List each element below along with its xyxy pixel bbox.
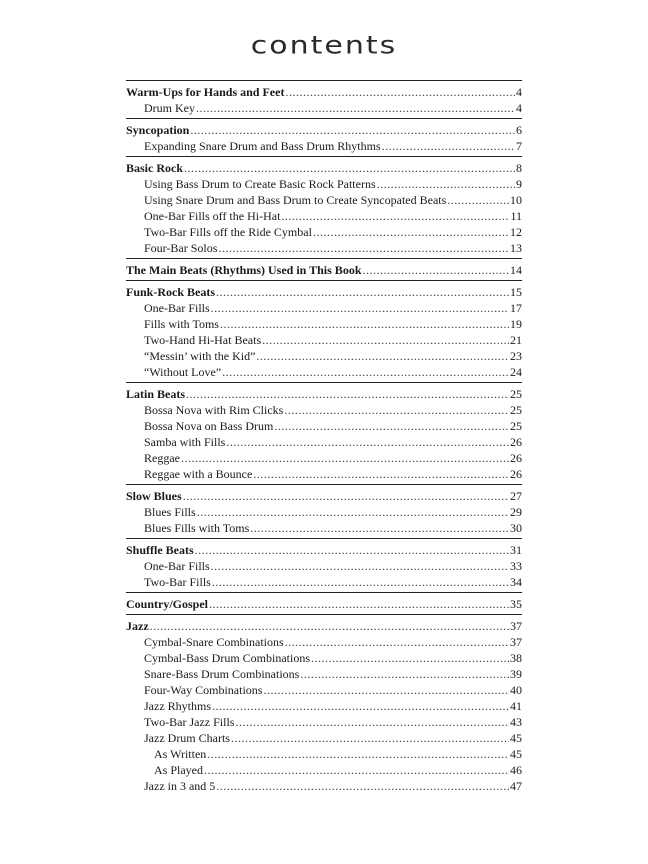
dot-leader <box>377 176 515 192</box>
toc-entry-title: Drum Key <box>144 101 195 115</box>
dot-leader <box>253 466 509 482</box>
toc-section-heading[interactable] <box>126 386 522 402</box>
toc-entry[interactable] <box>126 730 522 746</box>
toc-section-shuffle-beats <box>126 538 522 592</box>
dot-leader <box>274 418 509 434</box>
toc-entry-title: Jazz Rhythms <box>144 699 211 713</box>
toc-entry-title: Shuffle Beats <box>126 543 194 557</box>
toc-entry-title: One-Bar Fills <box>144 559 210 573</box>
dot-leader <box>216 284 509 300</box>
toc-entry[interactable] <box>126 666 522 682</box>
toc-entry[interactable] <box>126 746 522 762</box>
page-number: 30 <box>510 521 522 535</box>
dot-leader <box>222 364 509 380</box>
toc-entry-title: Two-Hand Hi-Hat Beats <box>144 333 262 347</box>
toc-section-heading[interactable] <box>126 160 522 176</box>
page-number: 15 <box>510 285 522 299</box>
toc-entry[interactable] <box>126 240 522 256</box>
toc-entry-title: The Main Beats (Rhythms) Used in This Book <box>126 263 362 277</box>
toc-section-heading[interactable] <box>126 618 522 634</box>
dot-leader <box>231 730 509 746</box>
dot-leader <box>285 634 509 650</box>
toc-entry[interactable] <box>126 450 522 466</box>
toc-entry-title: Basic Rock <box>126 161 183 175</box>
dot-leader <box>284 402 509 418</box>
page-number: 45 <box>510 731 522 745</box>
toc-entry-title: One-Bar Fills off the Hi-Hat <box>144 209 281 223</box>
toc-section-heading[interactable] <box>126 262 522 278</box>
dot-leader <box>256 348 509 364</box>
toc-entry[interactable] <box>126 682 522 698</box>
dot-leader <box>216 778 509 794</box>
toc-entry[interactable] <box>126 100 522 116</box>
page-number: 4 <box>516 85 522 99</box>
toc-entry[interactable] <box>126 714 522 730</box>
page-number: 43 <box>510 715 522 729</box>
dot-leader <box>209 596 509 612</box>
toc-entry-title: Two-Bar Fills off the Ride Cymbal <box>144 225 312 239</box>
page-number: 47 <box>510 779 522 793</box>
page-number: 26 <box>510 467 522 481</box>
toc-entry-title: Warm-Ups for Hands and Feet <box>126 85 285 99</box>
page-number: 39 <box>510 667 522 681</box>
toc-section-warm-ups-for-hands-and-feet <box>126 80 522 118</box>
toc-entry-title: Using Bass Drum to Create Basic Rock Patterns <box>144 177 376 191</box>
dot-leader <box>226 434 509 450</box>
page-number: 29 <box>510 505 522 519</box>
page-number: 13 <box>510 241 522 255</box>
toc-section-syncopation <box>126 118 522 156</box>
toc-entry-title: Cymbal-Bass Drum Combinations <box>144 651 310 665</box>
toc-entry[interactable] <box>126 192 522 208</box>
toc-entry[interactable] <box>126 418 522 434</box>
dot-leader <box>204 762 509 778</box>
page-number: 37 <box>510 635 522 649</box>
toc-entry-title: Bossa Nova with Rim Clicks <box>144 403 284 417</box>
page-number: 9 <box>516 177 522 191</box>
toc-entry-title: Jazz <box>126 619 149 633</box>
toc-section-heading[interactable] <box>126 284 522 300</box>
page-number: 8 <box>516 161 522 175</box>
page-number: 21 <box>510 333 522 347</box>
toc-section-the-main-beats-rhythms-used-in-this-book <box>126 258 522 280</box>
toc-entry-title: Four-Bar Solos <box>144 241 218 255</box>
toc-section-jazz <box>126 614 522 796</box>
toc-entry-title: “Without Love” <box>144 365 222 379</box>
toc-entry[interactable] <box>126 208 522 224</box>
toc-entry-title: Two-Bar Fills <box>144 575 211 589</box>
page-number: 11 <box>510 209 522 223</box>
dot-leader <box>363 262 510 278</box>
toc-entry[interactable] <box>126 176 522 192</box>
toc-entry-title: “Messin’ with the Kid” <box>144 349 256 363</box>
toc-entry[interactable] <box>126 316 522 332</box>
page-number: 35 <box>510 597 522 611</box>
dot-leader <box>382 138 515 154</box>
page-number: 26 <box>510 451 522 465</box>
dot-leader <box>262 332 509 348</box>
dot-leader <box>218 240 509 256</box>
page-number: 38 <box>510 651 522 665</box>
dot-leader <box>211 558 509 574</box>
dot-leader <box>212 698 509 714</box>
toc-entry-title: Cymbal-Snare Combinations <box>144 635 284 649</box>
dot-leader <box>313 224 509 240</box>
dot-leader <box>211 300 509 316</box>
toc-entry-title: Snare-Bass Drum Combinations <box>144 667 300 681</box>
page-number: 26 <box>510 435 522 449</box>
page-number: 12 <box>510 225 522 239</box>
dot-leader <box>285 84 515 100</box>
page-number: 4 <box>516 101 522 115</box>
dot-leader <box>183 488 509 504</box>
dot-leader <box>207 746 509 762</box>
page-number: 24 <box>510 365 522 379</box>
toc-entry[interactable] <box>126 574 522 590</box>
toc-entry-title: Latin Beats <box>126 387 186 401</box>
toc-entry[interactable] <box>126 558 522 574</box>
toc-entry-title: Bossa Nova on Bass Drum <box>144 419 274 433</box>
dot-leader <box>281 208 509 224</box>
page-number: 6 <box>516 123 522 137</box>
toc-entry-title: Blues Fills with Toms <box>144 521 250 535</box>
dot-leader <box>184 160 515 176</box>
toc-entry-title: Country/Gospel <box>126 597 209 611</box>
toc-entry-title: Syncopation <box>126 123 190 137</box>
toc-entry[interactable] <box>126 138 522 154</box>
dot-leader <box>263 682 509 698</box>
toc-entry[interactable] <box>126 332 522 348</box>
toc-entry[interactable] <box>126 466 522 482</box>
toc-entry[interactable] <box>126 300 522 316</box>
toc-entry[interactable] <box>126 634 522 650</box>
toc-entry-title: One-Bar Fills <box>144 301 210 315</box>
toc-entry-title: Samba with Fills <box>144 435 226 449</box>
page-number: 37 <box>510 619 522 633</box>
page-number: 46 <box>510 763 522 777</box>
dot-leader <box>311 650 509 666</box>
dot-leader <box>196 100 515 116</box>
dot-leader <box>250 520 509 536</box>
toc-entry[interactable] <box>126 778 522 794</box>
toc-entry-title: Funk-Rock Beats <box>126 285 216 299</box>
toc-entry-title: Reggae with a Bounce <box>144 467 253 481</box>
page-number: 40 <box>510 683 522 697</box>
page-number: 19 <box>510 317 522 331</box>
toc-entry-title: Blues Fills <box>144 505 196 519</box>
page-number: 27 <box>510 489 522 503</box>
toc-section-country-gospel <box>126 592 522 614</box>
toc-entry-title: Slow Blues <box>126 489 182 503</box>
page-title: contents <box>250 31 398 60</box>
toc-entry[interactable] <box>126 348 522 364</box>
toc-section-funk-rock-beats <box>126 280 522 382</box>
toc-entry-title: Fills with Toms <box>144 317 219 331</box>
dot-leader <box>447 192 509 208</box>
toc-entry-title: Expanding Snare Drum and Bass Drum Rhythms <box>144 139 381 153</box>
dot-leader <box>186 386 509 402</box>
toc-entry-title: Four-Way Combinations <box>144 683 263 697</box>
toc-section-heading[interactable] <box>126 542 522 558</box>
page-number: 31 <box>510 543 522 557</box>
toc-section-heading[interactable] <box>126 596 522 612</box>
toc-entry-title: As Played <box>154 763 203 777</box>
dot-leader <box>300 666 509 682</box>
toc-section-latin-beats <box>126 382 522 484</box>
toc-entry[interactable] <box>126 504 522 520</box>
toc-entry-title: Using Snare Drum and Bass Drum to Create Syncopated Beats <box>144 193 447 207</box>
page-number: 45 <box>510 747 522 761</box>
toc-entry-title: Reggae <box>144 451 180 465</box>
page-number: 7 <box>516 139 522 153</box>
toc-section-heading[interactable] <box>126 488 522 504</box>
dot-leader <box>235 714 509 730</box>
dot-leader <box>150 618 509 634</box>
toc-entry[interactable] <box>126 402 522 418</box>
page-number: 41 <box>510 699 522 713</box>
toc-entry[interactable] <box>126 650 522 666</box>
page-number: 25 <box>510 387 522 401</box>
page-number: 23 <box>510 349 522 363</box>
toc-section-basic-rock <box>126 156 522 258</box>
dot-leader <box>195 542 509 558</box>
toc-entry[interactable] <box>126 698 522 714</box>
page-number: 33 <box>510 559 522 573</box>
toc-entry[interactable] <box>126 762 522 778</box>
page-number: 17 <box>510 301 522 315</box>
toc-entry[interactable] <box>126 520 522 536</box>
toc-entry-title: Two-Bar Jazz Fills <box>144 715 235 729</box>
page-number: 10 <box>510 193 522 207</box>
toc-entry-title: Jazz in 3 and 5 <box>144 779 216 793</box>
dot-leader <box>190 122 515 138</box>
toc-section-slow-blues <box>126 484 522 538</box>
page-number: 25 <box>510 419 522 433</box>
toc-entry-title: As Written <box>154 747 207 761</box>
dot-leader <box>197 504 509 520</box>
dot-leader <box>220 316 509 332</box>
page-number: 14 <box>510 263 522 277</box>
dot-leader <box>181 450 509 466</box>
toc-entry-title: Jazz Drum Charts <box>144 731 230 745</box>
toc-entry[interactable] <box>126 364 522 380</box>
table-of-contents <box>126 80 522 796</box>
dot-leader <box>212 574 509 590</box>
toc-section-heading[interactable] <box>126 122 522 138</box>
toc-entry[interactable] <box>126 224 522 240</box>
page-number: 25 <box>510 403 522 417</box>
page-number: 34 <box>510 575 522 589</box>
toc-section-heading[interactable] <box>126 84 522 100</box>
toc-entry[interactable] <box>126 434 522 450</box>
